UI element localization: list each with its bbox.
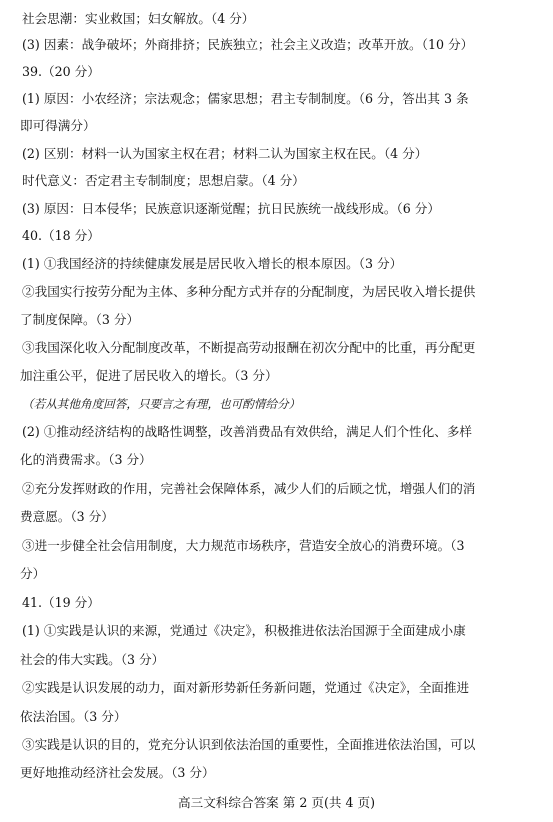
text-line: (2) 区别：材料一认为国家主权在君；材料二认为国家主权在民。（4 分） [22, 146, 428, 161]
text-line: (3) 原因：日本侵华；民族意识逐渐觉醒；抗日民族统一战线形成。（6 分） [22, 201, 440, 216]
text-line: ②充分发挥财政的作用，完善社会保障体系，减少人们的后顾之忧，增强人们的消 [22, 481, 476, 496]
grading-note: （若从其他角度回答，只要言之有理，也可酌情给分） [22, 397, 301, 411]
page-footer: 高三文科综合答案 第 2 页(共 4 页) [178, 795, 375, 810]
text-line: 了制度保障。（3 分） [20, 312, 140, 327]
text-line: (1) 原因：小农经济；宗法观念；儒家思想；君主专制制度。（6 分，答出其 3 条 [22, 91, 469, 106]
text-line: 时代意义：否定君主专制制度；思想启蒙。（4 分） [22, 173, 305, 188]
text-line: (3) 因素：战争破坏；外商排挤；民族独立；社会主义改造；改革开放。（10 分） [22, 37, 474, 52]
text-line: 更好地推动经济社会发展。（3 分） [20, 765, 215, 780]
text-line: 社会的伟大实践。（3 分） [20, 652, 165, 667]
text-line: 即可得满分） [20, 118, 96, 133]
text-line: 化的消费需求。（3 分） [20, 452, 152, 467]
question-heading: 39.（20 分） [22, 64, 100, 79]
text-line: ③实践是认识的目的，党充分认识到依法治国的重要性，全面推进依法治国，可以 [22, 737, 476, 752]
text-line: (1) ①我国经济的持续健康发展是居民收入增长的根本原因。（3 分） [22, 256, 403, 271]
text-line: 社会思潮：实业救国；妇女解放。（4 分） [22, 11, 255, 26]
text-line: ②我国实行按劳分配为主体、多种分配方式并存的分配制度，为居民收入增长提供 [22, 284, 476, 299]
text-line: (2) ①推动经济结构的战略性调整，改善消费品有效供给，满足人们个性化、多样 [22, 424, 473, 439]
text-line: 加注重公平，促进了居民收入的增长。（3 分） [20, 368, 278, 383]
text-line: 分） [20, 566, 46, 581]
text-line: 依法治国。（3 分） [20, 709, 127, 724]
text-line: ②实践是认识发展的动力，面对新形势新任务新问题，党通过《决定》，全面推进 [22, 680, 470, 695]
text-line: (1) ①实践是认识的来源，党通过《决定》，积极推进依法治国源于全面建成小康 [22, 623, 466, 638]
text-line: ③进一步健全社会信用制度，大力规范市场秩序，营造安全放心的消费环境。（3 [22, 538, 465, 553]
text-line: 费意愿。（3 分） [20, 509, 114, 524]
text-line: ③我国深化收入分配制度改革，不断提高劳动报酬在初次分配中的比重，再分配更 [22, 340, 476, 355]
question-heading: 40.（18 分） [22, 228, 100, 243]
question-heading: 41.（19 分） [22, 595, 100, 610]
